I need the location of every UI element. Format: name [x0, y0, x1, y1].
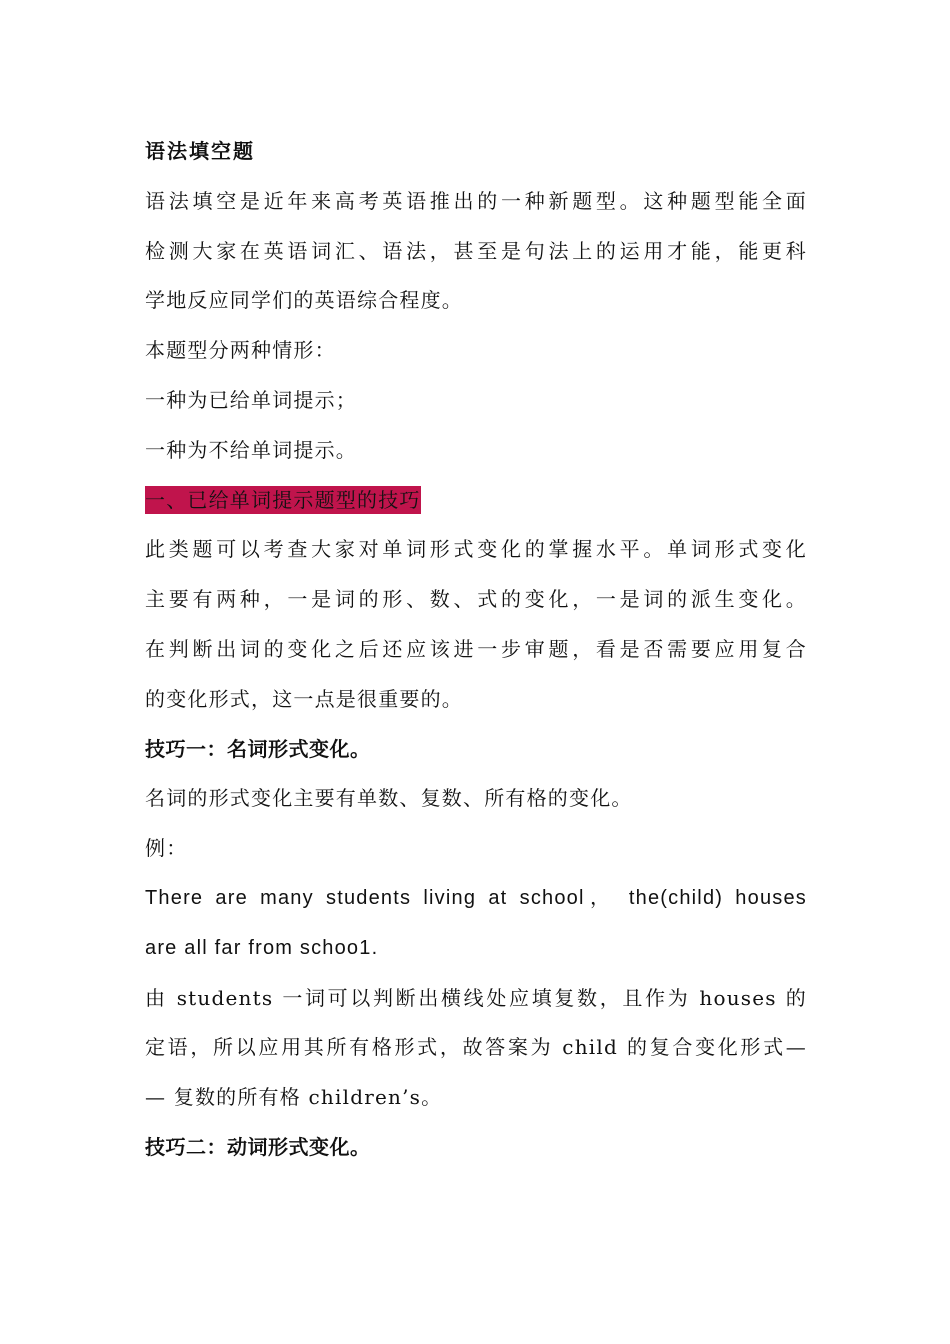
- section-1-line-4: 的变化形式，这一点是很重要的。: [145, 686, 463, 711]
- case-2: 一种为不给单词提示。: [145, 437, 357, 462]
- section-1-heading-row: [145, 476, 807, 526]
- case-1: 一种为已给单词提示；: [145, 387, 357, 412]
- example-sentence-line-1: There are many students living at school， the(child) houses: [145, 886, 807, 909]
- section-1-heading: 一、已给单词提示题型的技巧: [145, 487, 421, 512]
- tip-1-body: 名词的形式变化主要有单数、复数、所有格的变化。: [145, 786, 633, 811]
- section-1-line-2: 主要有两种，一是词的形、数、式的变化，一是词的派生变化。: [145, 587, 807, 612]
- explanation-line-2: 定语，所以应用其所有格形式，故答案为 child 的复合变化形式—: [145, 1035, 807, 1060]
- tip-1-heading: 技巧一：名词形式变化。: [145, 736, 371, 761]
- document-page: [145, 127, 807, 1173]
- intro-line-2: 检测大家在英语词汇、语法，甚至是句法上的运用才能，能更科: [145, 238, 807, 263]
- example-label: 例：: [145, 836, 188, 861]
- explanation-line-3: — 复数的所有格 children’s。: [145, 1085, 443, 1110]
- intro-line-1: 语法填空是近年来高考英语推出的一种新题型。这种题型能全面: [145, 188, 807, 213]
- explanation-line-1: 由 students 一词可以判断出横线处应填复数，且作为 houses 的: [145, 985, 807, 1010]
- section-1-line-3: 在判断出词的变化之后还应该进一步审题，看是否需要应用复合: [145, 636, 807, 661]
- document-title: 语法填空题: [145, 139, 255, 163]
- section-1-line-1: 此类题可以考查大家对单词形式变化的掌握水平。单词形式变化: [145, 537, 807, 562]
- intro-line-3: 学地反应同学们的英语综合程度。: [145, 288, 463, 313]
- example-sentence-line-2: are all far from schoo1.: [145, 936, 379, 959]
- cases-intro: 本题型分两种情形：: [145, 338, 336, 363]
- tip-2-heading: 技巧二：动词形式变化。: [145, 1134, 371, 1159]
